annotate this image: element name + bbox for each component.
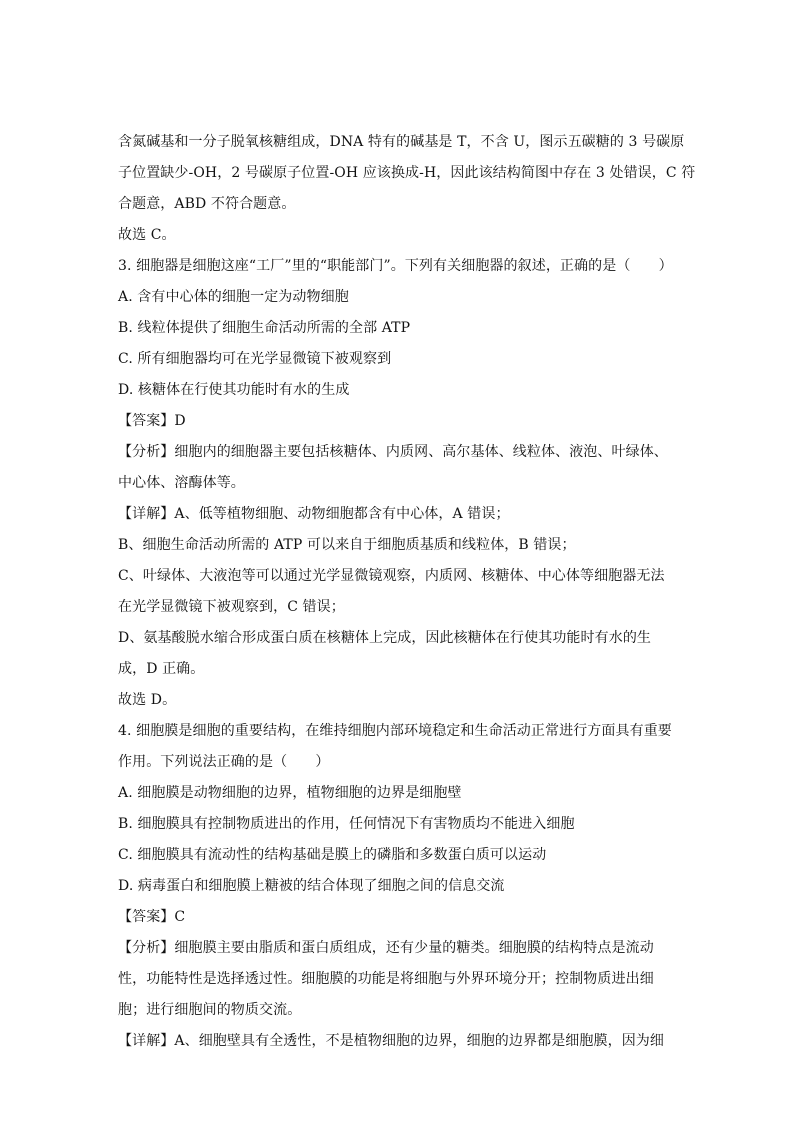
question-4-analysis-line-1: 【分析】细胞膜主要由脂质和蛋白质组成，还有少量的糖类。细胞膜的结构特点是流动 — [118, 940, 654, 956]
question-3-detail-line-5: D、氨基酸脱水缩合形成蛋白质在核糖体上完成，因此核糖体在行使其功能时有水的生 — [118, 630, 652, 646]
question-3-option-c: C. 所有细胞器均可在光学显微镜下被观察到 — [118, 351, 392, 367]
question-3-answer: 【答案】D — [118, 413, 186, 429]
text-line-2: 子位置缺少-OH，2 号碳原子位置-OH 应该换成-H，因此该结构简图中存在 3 处错误，C 符 — [118, 165, 696, 181]
question-3-option-d: D. 核糖体在行使其功能时有水的生成 — [118, 382, 350, 398]
question-4-option-d: D. 病毒蛋白和细胞膜上糖被的结合体现了细胞之间的信息交流 — [118, 878, 505, 894]
question-3-option-a: A. 含有中心体的细胞一定为动物细胞 — [118, 289, 349, 305]
question-4-analysis-line-2: 性，功能特性是选择透过性。细胞膜的功能是将细胞与外界环境分开；控制物质进出细 — [118, 971, 654, 987]
question-3-choice: 故选 D。 — [118, 692, 177, 708]
question-4-answer: 【答案】C — [118, 909, 186, 925]
question-4-option-b: B. 细胞膜具有控制物质进出的作用，任何情况下有害物质均不能进入细胞 — [118, 816, 575, 832]
question-4-analysis-line-3: 胞；进行细胞间的物质交流。 — [118, 1002, 302, 1018]
question-3-stem: 3. 细胞器是细胞这座“工厂”里的“职能部门”。下列有关细胞器的叙述，正确的是（ ） — [118, 258, 673, 274]
question-3-detail-line-4: 在光学显微镜下被观察到，C 错误； — [118, 599, 345, 615]
question-4-stem-line-1: 4. 细胞膜是细胞的重要结构，在维持细胞内部环境稳定和生命活动正常进行方面具有重要 — [118, 723, 672, 739]
question-4-detail-line-1: 【详解】A、细胞壁具有全透性，不是植物细胞的边界，细胞的边界都是细胞膜，因为细 — [118, 1033, 665, 1049]
question-3-option-b: B. 线粒体提供了细胞生命活动所需的全部 ATP — [118, 320, 411, 336]
question-4-option-c: C. 细胞膜具有流动性的结构基础是膜上的磷脂和多数蛋白质可以运动 — [118, 847, 547, 863]
question-4-stem-line-2: 作用。下列说法正确的是（ ） — [118, 754, 330, 770]
text-line-1: 含氮碱基和一分子脱氧核糖组成，DNA 特有的碱基是 T，不含 U，图示五碳糖的 3 号碳原 — [118, 134, 685, 150]
text-line-4: 故选 C。 — [118, 227, 176, 243]
question-3-detail-line-2: B、细胞生命活动所需的 ATP 可以来自于细胞质基质和线粒体，B 错误； — [118, 537, 576, 553]
text-line-3: 合题意，ABD 不符合题意。 — [118, 196, 296, 212]
question-3-analysis-line-2: 中心体、溶酶体等。 — [118, 475, 245, 491]
question-3-analysis-line-1: 【分析】细胞内的细胞器主要包括核糖体、内质网、高尔基体、线粒体、液泡、叶绿体、 — [118, 444, 668, 460]
question-4-option-a: A. 细胞膜是动物细胞的边界，植物细胞的边界是细胞壁 — [118, 785, 462, 801]
question-3-detail-line-3: C、叶绿体、大液泡等可以通过光学显微镜观察，内质网、核糖体、中心体等细胞器无法 — [118, 568, 665, 584]
question-3-detail-line-6: 成，D 正确。 — [118, 661, 205, 677]
question-3-detail-line-1: 【详解】A、低等植物细胞、动物细胞都含有中心体，A 错误； — [118, 506, 510, 522]
